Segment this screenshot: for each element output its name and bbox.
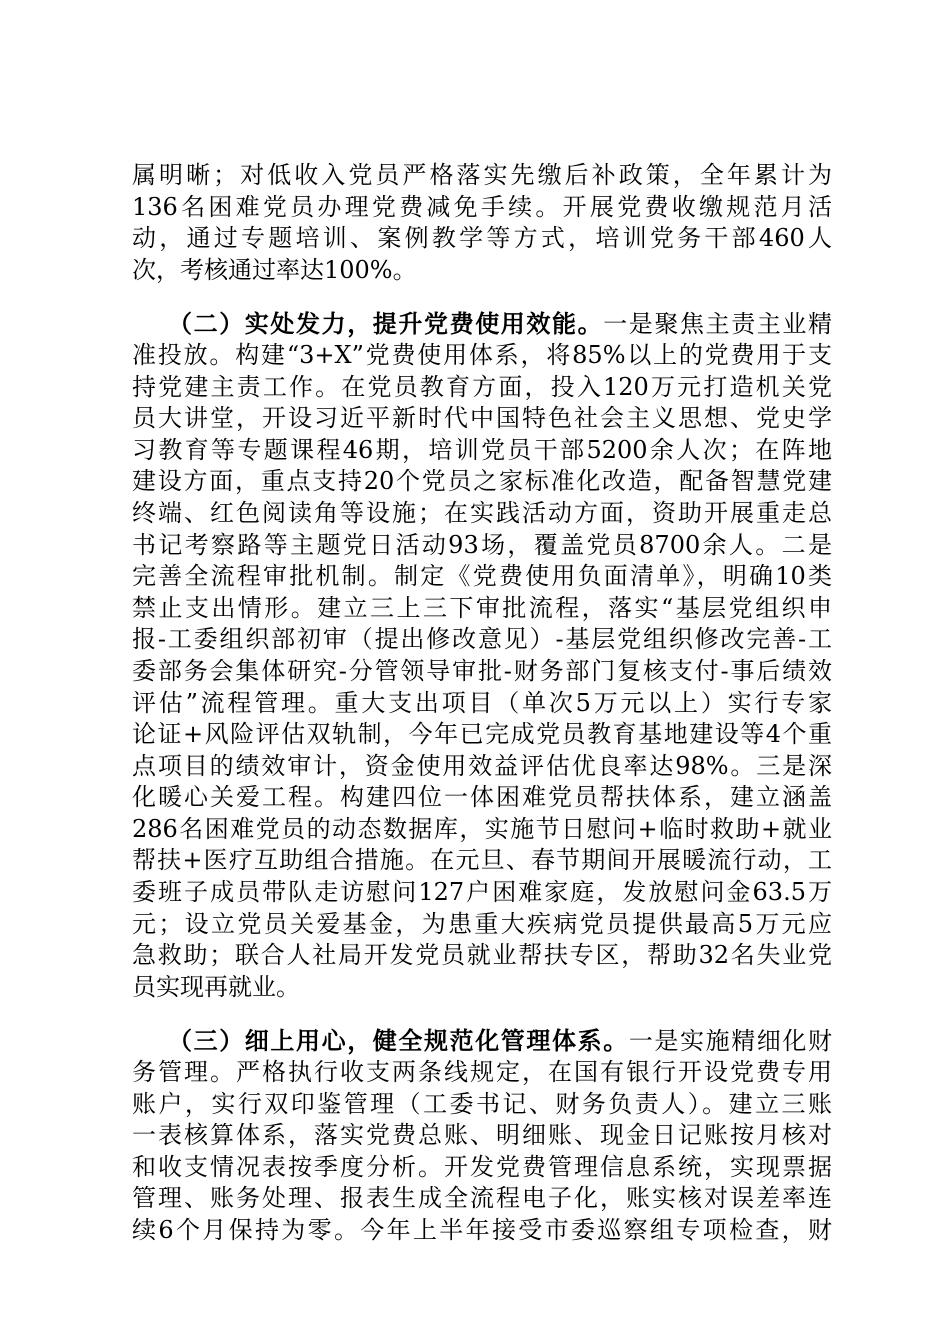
text-line: 报-工委组织部初审（提出修改意见）-基层党组织修改完善-工 [132,625,832,654]
text-line: 员实现再就业。 [132,972,300,1001]
text-line: 员大讲堂，开设习近平新时代中国特色社会主义思想、党史学 [132,404,832,433]
text-line: 书记考察路等主题党日活动93场，覆盖党员8700余人。二是 [132,530,832,559]
text-line: 286名困难党员的动态数据库，实施节日慰问+临时救助+就业 [132,814,832,843]
text-line: 论证+风险评估双轨制，今年已完成党员教育基地建设等4个重 [132,720,832,749]
text-line: 续6个月保持为零。今年上半年接受市委巡察组专项检查，财 [132,1216,832,1244]
text-line: 建设方面，重点支持20个党员之家标准化改造，配备智慧党建 [132,467,832,496]
text-line: 和收支情况表按季度分析。开发党费管理信息系统，实现票据 [132,1152,832,1181]
text-line: 评估”流程管理。重大支出项目（单次5万元以上）实行专家 [132,688,832,717]
text-line: 禁止支出情形。建立三上三下审批流程，落实“基层党组织申 [132,593,832,622]
text-line: 终端、红色阅读角等设施；在实践活动方面，资助开展重走总 [132,498,832,527]
text-line: 动，通过专题培训、案例教学等方式，培训党务干部460人 [132,224,832,253]
text-line: 完善全流程审批机制。制定《党费使用负面清单》，明确10类 [132,562,832,591]
document-page [132,160,832,1247]
text-line: 习教育等专题课程46期，培训党员干部5200余人次；在阵地 [132,435,832,464]
text-line: 点项目的绩效审计，资金使用效益评估优良率达98%。三是深 [132,751,832,780]
text-line-first [132,308,832,340]
text-line: 136名困难党员办理党费减免手续。开展党费收缴规范月活 [132,192,832,221]
text-line: 一表核算体系，落实党费总账、明细账、现金日记账按月核对 [132,1121,832,1150]
text-line-first [132,1025,832,1057]
text-line: 务管理。严格执行收支两条线规定，在国有银行开设党费专用 [132,1058,832,1087]
paragraph-3 [132,1025,832,1246]
text-line: 账户，实行双印鉴管理（工委书记、财务负责人）。建立三账 [132,1089,832,1118]
text-line: 化暖心关爱工程。构建四位一体困难党员帮扶体系，建立涵盖 [132,783,832,812]
text-line: 次，考核通过率达100%。 [132,255,417,284]
heading-followup-text: 一是实施精细化财 [628,1027,832,1056]
section-heading: （二）实处发力，提升党费使用效能。 [168,309,604,339]
text-line: 准投放。构建“3+X”党费使用体系，将85%以上的党费用于支 [132,340,832,369]
paragraph-spacer [132,286,832,308]
paragraph-spacer [132,1003,832,1025]
text-line: 持党建主责工作。在党员教育方面，投入120万元打造机关党 [132,372,832,401]
section-heading: （三）细上用心，健全规范化管理体系。 [168,1026,629,1056]
heading-followup-text: 一是聚焦主责主业精 [603,310,832,339]
paragraph-1 [132,160,832,286]
text-line: 元；设立党员关爱基金，为患重大疾病党员提供最高5万元应 [132,909,832,938]
text-line: 帮扶+医疗互助组合措施。在元旦、春节期间开展暖流行动，工 [132,846,832,875]
text-line: 属明晰；对低收入党员严格落实先缴后补政策，全年累计为 [132,161,832,189]
text-line: 管理、账务处理、报表生成全流程电子化，账实核对误差率连 [132,1184,832,1213]
text-line: 委部务会集体研究-分管领导审批-财务部门复核支付-事后绩效 [132,656,832,685]
text-line: 急救助；联合人社局开发党员就业帮扶专区，帮助32名失业党 [132,941,832,970]
paragraph-2 [132,308,832,1003]
text-line: 委班子成员带队走访慰问127户困难家庭，发放慰问金63.5万 [132,878,832,907]
